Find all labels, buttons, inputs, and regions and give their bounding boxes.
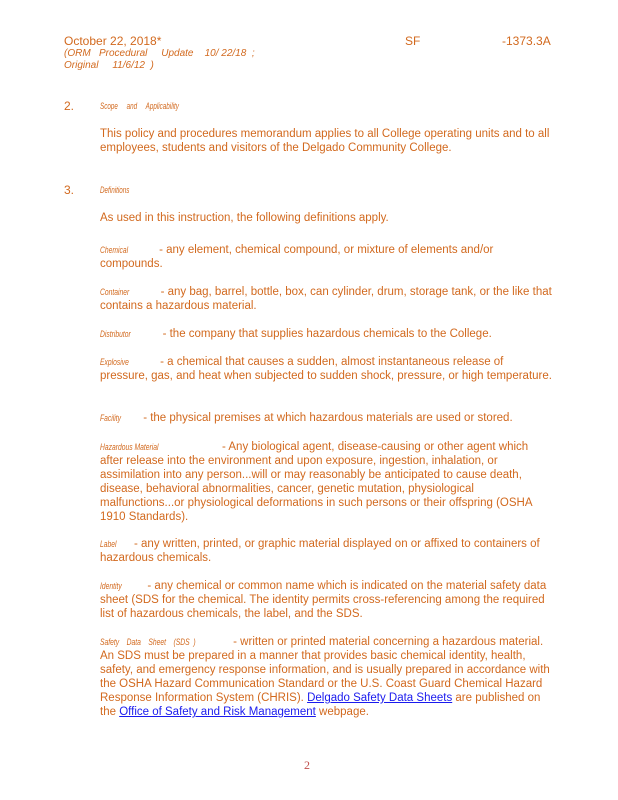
definition-item [100,411,552,425]
safety-risk-management-link[interactable]: Office of Safety and Risk Management [119,706,316,718]
definition-text: - Any biological agent, disease-causing or other agent which after release into the environment and upon exposure, ingestion, inhalation, or assimilation into any person...will or may reasonably be anticipated to cause death, disease, behavioral abnormalities, cancer, genetic mutation, physiological malfunctions...or physiological deformations in such persons or their offspring (OSHA 1910 Standards). [100,441,532,523]
definition-text: - written or printed material concerning a hazardous material. An SDS must be prepared in a manner that provides basic chemical identity, health, safety, and emergency response information, and is usually prepared in accordance with the OSHA Hazard Communication Standard or the U.S. Coast Guard Chemical Hazard Response Information System (CHRIS). [100,636,550,704]
header-date: October 22, 2018* [64,34,162,48]
definition-item [100,355,552,383]
definition-text: - any written, printed, or graphic material displayed on or affixed to containers of hazardous chemicals. [100,538,540,564]
header-revision: (ORM Procedural Update 10/ 22/18 ; [64,48,255,59]
definition-item [100,635,552,719]
definition-term: Identity [100,581,122,591]
definition-item [100,440,552,524]
section-number: 2. [64,99,75,113]
header-code-prefix: SF [405,34,421,48]
definition-term: Facility [100,413,122,423]
definition-term: Distributor [100,329,131,339]
definition-text: - any chemical or common name which is indicated on the material safety data sheet (SDS for the chemical. The identity permits cross-referencing among the required list of hazardous chemicals, the label, and the SDS. [100,580,547,620]
definition-term: Safety Data Sheet (SDS ) [100,637,196,647]
sds-link-end-text: webpage. [315,706,369,718]
section-heading: Definitions [100,185,130,195]
header-original: Original 11/6/12 ) [64,60,154,71]
section-number: 3. [64,183,75,197]
definition-item [100,327,552,341]
sds-link-mid-text: are published on the [100,692,541,718]
definition-item [100,243,552,271]
definition-text: - any bag, barrel, bottle, box, can cylinder, drum, storage tank, or the like that contains a hazardous material. [100,286,552,312]
definition-term: Container [100,287,130,297]
definition-term: Explosive [100,357,129,367]
page-number: 2 [304,758,310,772]
definition-text: - the company that supplies hazardous chemicals to the College. [162,328,492,340]
definition-text: - any element, chemical compound, or mixture of elements and/or compounds. [100,244,494,270]
definition-item [100,579,552,621]
definition-term: Chemical [100,245,129,255]
definition-text: - the physical premises at which hazardous materials are used or stored. [143,412,513,424]
definition-term: Label [100,539,117,549]
definition-item [100,537,552,565]
section-heading: Scope and Applicability [100,101,179,111]
definition-term: Hazardous Material [100,442,159,452]
delgado-sds-link[interactable]: Delgado Safety Data Sheets [307,692,453,704]
definition-text: - a chemical that causes a sudden, almost instantaneous release of pressure, gas, and heat when subjected to sudden shock, pressure, or high temperature. [100,356,552,382]
definitions-intro: As used in this instruction, the following definitions apply. [100,212,389,224]
header-code-number: -1373.3A [502,34,551,48]
definition-item [100,285,552,313]
section-body: This policy and procedures memorandum applies to all College operating units and to all employees, students and visitors of the Delgado Community College. [100,128,550,154]
